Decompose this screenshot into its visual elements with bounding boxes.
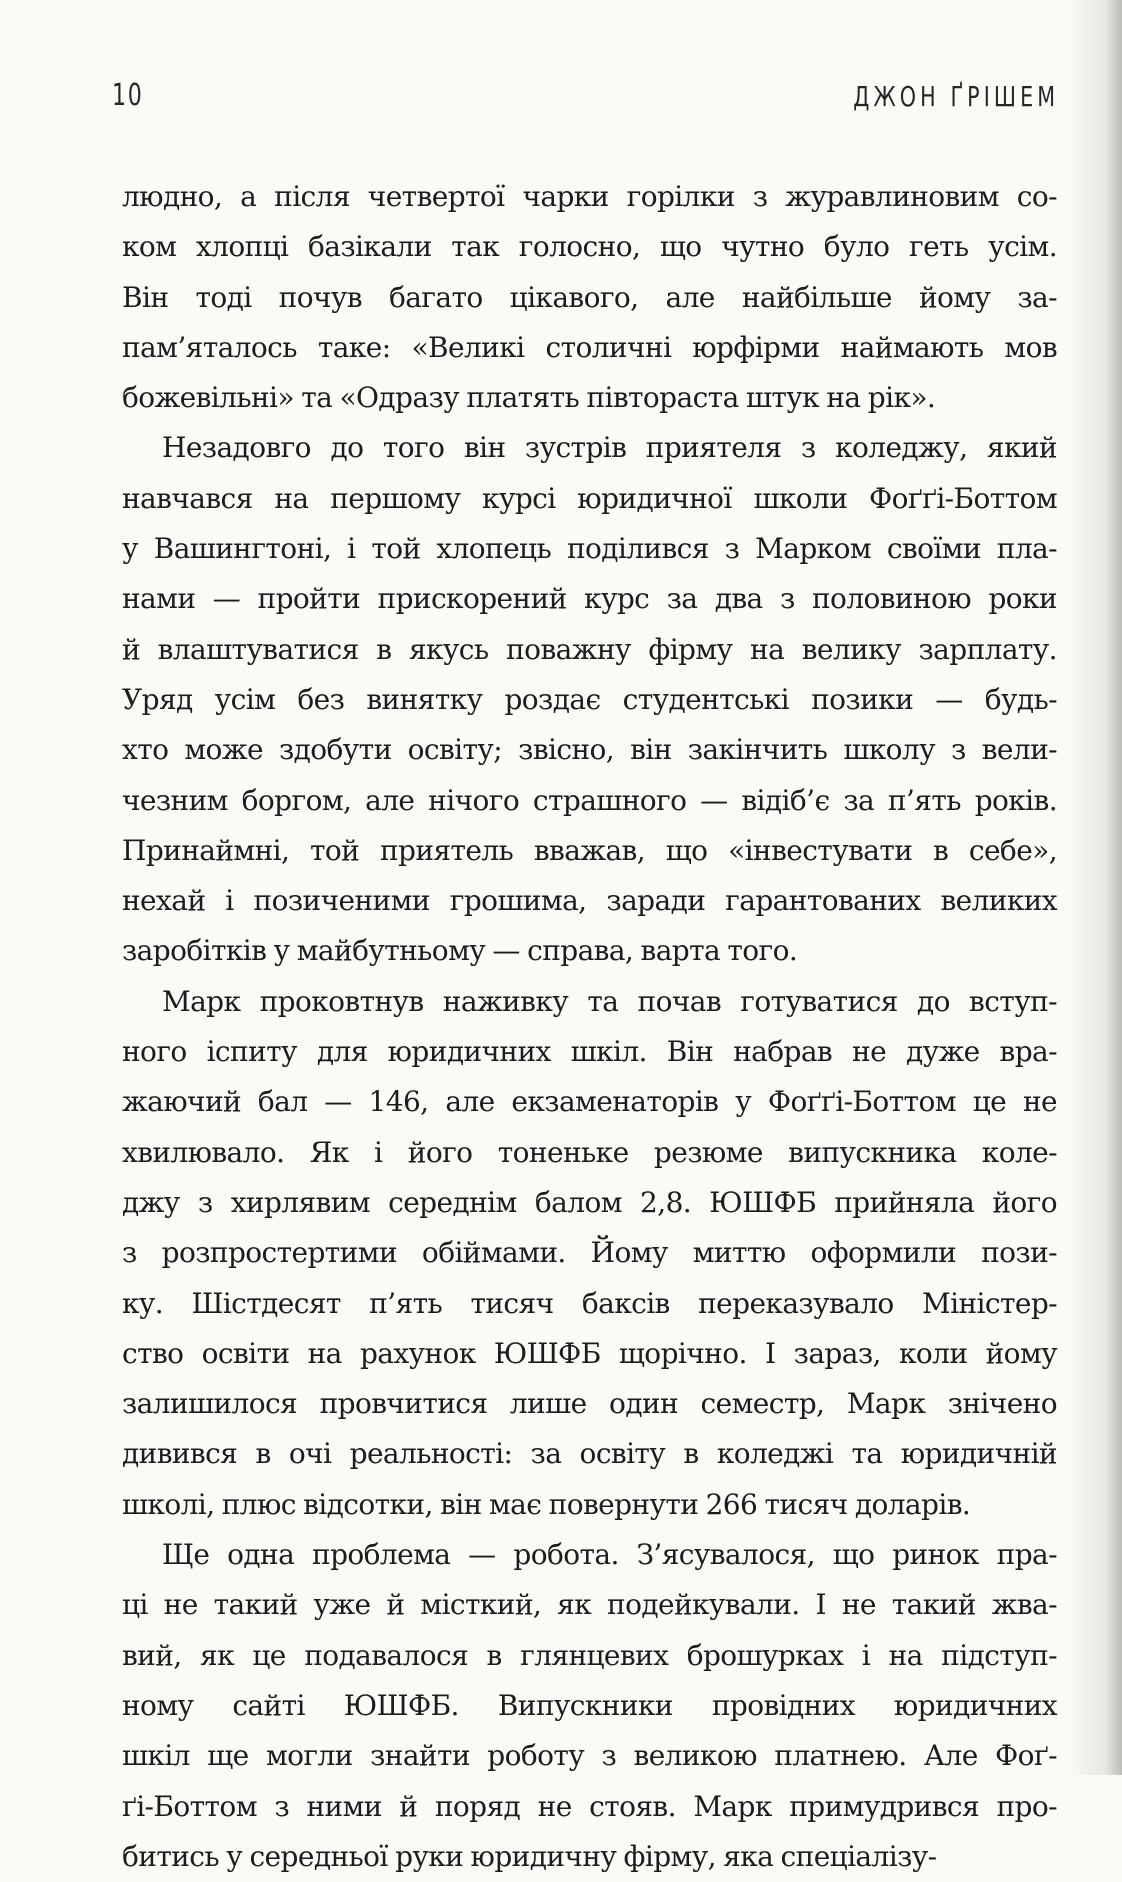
text-line: джу з хирлявим середнім балом 2,8. ЮШФБ прийняла його: [122, 1185, 1057, 1219]
paragraph: [122, 977, 1057, 1530]
text-line: битись у середньої руки юридичну фірму, яка спеціалізу-: [122, 1839, 937, 1873]
paragraph: [122, 172, 1057, 423]
page-number: 10: [112, 78, 144, 113]
paragraph: [122, 423, 1057, 976]
text-line: людно, а після четвертої чарки горілки з журавлиновим со-: [122, 180, 1057, 213]
text-line: заробітків у майбутньому — справа, варта того.: [122, 934, 798, 968]
text-line: Він тоді почув багато цікавого, але найбільше йому за-: [122, 280, 1057, 314]
text-line: ґі-Боттом з ними й поряд не стояв. Марк примудрився про-: [122, 1789, 1057, 1823]
text-line: школі, плюс відсотки, він має повернути 266 тисяч доларів.: [122, 1487, 971, 1521]
text-line: у Вашингтоні, і той хлопець поділився з Марком своїми пла-: [122, 532, 1057, 566]
text-line: нами — пройти прискорений курс за два з половиною роки: [122, 582, 1057, 616]
text-line: й влаштуватися в якусь поважну фірму на велику зарплату.: [122, 632, 1057, 666]
text-line: Уряд усім без винятку роздає студентські позики — будь-: [122, 682, 1057, 716]
text-line: ці не такий уже й місткий, як подейкували. І не такий жва-: [122, 1588, 1057, 1622]
text-line: з розпростертими обіймами. Йому миттю оформили пози-: [122, 1236, 1057, 1270]
body-text: [122, 172, 1057, 1882]
text-line: Ще одна проблема — робота. З’ясувалося, що ринок пра-: [162, 1538, 1057, 1572]
text-line: вий, як це подавалося в глянцевих брошурках і на підступ-: [122, 1638, 1057, 1672]
text-line: хто може здобути освіту; звісно, він закінчить школу з вели-: [122, 733, 1057, 767]
text-line: Незадовго до того він зустрів приятеля з коледжу, який: [162, 431, 1057, 465]
text-line: ку. Шістдесят п’ять тисяч баксів переказувало Міністер-: [122, 1286, 1057, 1320]
text-line: пам’яталось таке: «Великі столичні юрфірми наймають мов: [122, 330, 1057, 364]
text-line: ного іспиту для юридичних шкіл. Він набрав не дуже вра-: [122, 1035, 1057, 1069]
text-line: жаючий бал — 146, але екзаменаторів у Фоґґі-Боттом це не: [122, 1085, 1057, 1119]
text-line: Марк проковтнув наживку та почав готуватися до вступ-: [162, 984, 1057, 1018]
text-line: ком хлопці базікали так голосно, що чутно було геть усім.: [122, 230, 1057, 264]
text-line: чезним боргом, але нічого страшного — відіб’є за п’ять років.: [122, 783, 1057, 817]
text-line: нехай і позиченими грошима, заради гарантованих великих: [122, 884, 1057, 918]
text-line: навчався на першому курсі юридичної школи Фоґґі-Боттом: [122, 481, 1057, 515]
text-line: шкіл ще могли знайти роботу з великою платнею. Але Фоґ-: [122, 1739, 1057, 1773]
text-line: залишилося провчитися лише один семестр, Марк знічено: [122, 1387, 1057, 1421]
running-header: [112, 66, 1059, 118]
text-line: ство освіти на рахунок ЮШФБ щорічно. І зараз, коли йому: [122, 1336, 1057, 1370]
text-line: Принаймні, той приятель вважав, що «інвестувати в себе»,: [122, 833, 1057, 867]
paragraph: [122, 1530, 1057, 1882]
running-title-author: ДЖОН ҐРІШЕМ: [853, 80, 1059, 113]
text-line: хвилювало. Як і його тоненьке резюме випускника коле-: [122, 1135, 1057, 1169]
text-line: ному сайті ЮШФБ. Випускники провідних юридичних: [122, 1688, 1057, 1722]
text-line: дивився в очі реальності: за освіту в коледжі та юридичній: [122, 1437, 1057, 1471]
text-line: божевільні» та «Одразу платять півтораста штук на рік».: [122, 381, 936, 415]
